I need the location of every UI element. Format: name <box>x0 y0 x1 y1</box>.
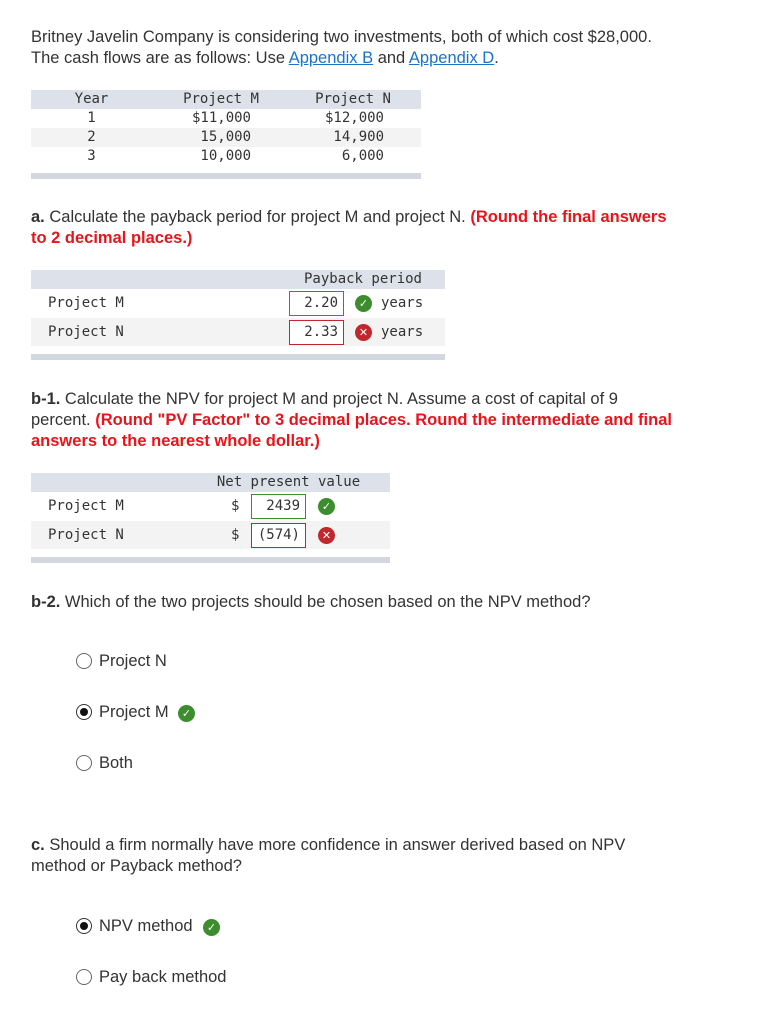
part-a-instruction-2: to 2 decimal places.) <box>31 229 193 247</box>
intro-prefix: The cash flows are as follows: Use <box>31 49 289 67</box>
project-n-cell: $12,000 <box>324 110 384 126</box>
option-project-n-label[interactable]: Project N <box>99 652 167 670</box>
check-circle-icon: ✓ <box>355 295 372 312</box>
radio-npv-method[interactable] <box>76 918 92 934</box>
option-npv-method-label[interactable]: NPV method <box>99 917 193 935</box>
npv-header: Net present value <box>216 474 361 490</box>
col-header-project-n: Project N <box>315 91 391 107</box>
intro-line-2 <box>31 48 499 69</box>
year-cell: 3 <box>87 148 96 164</box>
project-n-cell: 14,900 <box>333 129 384 145</box>
col-header-project-m: Project M <box>183 91 259 107</box>
year-cell: 1 <box>87 110 96 126</box>
option-both-label[interactable]: Both <box>99 754 133 772</box>
part-b1-text-2: percent. <box>31 411 96 429</box>
part-a-text: Calculate the payback period for project M and project N. <box>44 208 471 226</box>
radio-project-m[interactable] <box>76 704 92 720</box>
part-c-text-1: Should a firm normally have more confidence in answer derived based on NPV <box>44 836 626 854</box>
option-project-m-label[interactable]: Project M <box>99 703 169 721</box>
intro-and: and <box>373 49 409 67</box>
intro-line-1: Britney Javelin Company is considering two investments, both of which cost $28,000. <box>31 28 652 46</box>
part-b2-question <box>31 592 751 613</box>
payback-table <box>31 270 445 362</box>
part-a-instruction-1: (Round the final answers <box>470 208 667 226</box>
cash-flow-table <box>31 90 421 180</box>
radio-both[interactable] <box>76 755 92 771</box>
payback-row-label: Project M <box>48 295 124 311</box>
check-circle-icon: ✓ <box>318 498 335 515</box>
appendix-d-link[interactable]: Appendix D <box>408 49 495 67</box>
part-b2-text: Which of the two projects should be chosen based on the NPV method? <box>60 593 591 611</box>
currency-symbol: $ <box>231 498 240 514</box>
radio-project-n[interactable] <box>76 653 92 669</box>
project-m-cell: $11,000 <box>191 110 251 126</box>
part-b1-instruction-2: (Round "PV Factor" to 3 decimal places. Round the intermediate and final <box>95 411 672 429</box>
col-header-year: Year <box>74 91 109 107</box>
radio-payback-method[interactable] <box>76 969 92 985</box>
part-b2-label: b-2. <box>31 593 61 611</box>
currency-symbol: $ <box>231 527 240 543</box>
payback-period-header: Payback period <box>303 271 422 287</box>
year-cell: 2 <box>87 129 96 145</box>
part-c-label: c. <box>31 836 45 854</box>
check-circle-icon: ✓ <box>203 919 220 936</box>
part-b1-line-2 <box>31 410 751 431</box>
option-payback-method-label[interactable]: Pay back method <box>99 968 227 986</box>
intro-period: . <box>494 49 499 67</box>
npv-row-label: Project N <box>48 527 124 543</box>
part-c-line-1 <box>31 835 751 856</box>
project-m-cell: 15,000 <box>200 129 251 145</box>
x-circle-icon: ✕ <box>318 527 335 544</box>
project-n-cell: 6,000 <box>341 148 384 164</box>
appendix-b-link[interactable]: Appendix B <box>288 49 374 67</box>
part-b1-label: b-1. <box>31 390 61 408</box>
project-m-cell: 10,000 <box>200 148 251 164</box>
part-a-label: a. <box>31 208 45 226</box>
part-b1-text-1: Calculate the NPV for project M and project N. Assume a cost of capital of 9 <box>60 390 618 408</box>
part-b1-instruction-3: answers to the nearest whole dollar.) <box>31 432 320 450</box>
payback-unit: years <box>381 324 424 340</box>
npv-m-input[interactable]: 2439 <box>251 494 306 519</box>
part-a-question <box>31 207 751 228</box>
part-b1-line-1 <box>31 389 751 410</box>
payback-row-label: Project N <box>48 324 124 340</box>
payback-m-input[interactable]: 2.20 <box>289 291 344 316</box>
payback-n-input[interactable]: 2.33 <box>289 320 344 345</box>
x-circle-icon: ✕ <box>355 324 372 341</box>
npv-n-input[interactable]: (574) <box>251 523 306 548</box>
npv-table <box>31 473 390 565</box>
check-circle-icon: ✓ <box>178 705 195 722</box>
npv-row-label: Project M <box>48 498 124 514</box>
part-c-line-2: method or Payback method? <box>31 857 242 875</box>
payback-unit: years <box>381 295 424 311</box>
